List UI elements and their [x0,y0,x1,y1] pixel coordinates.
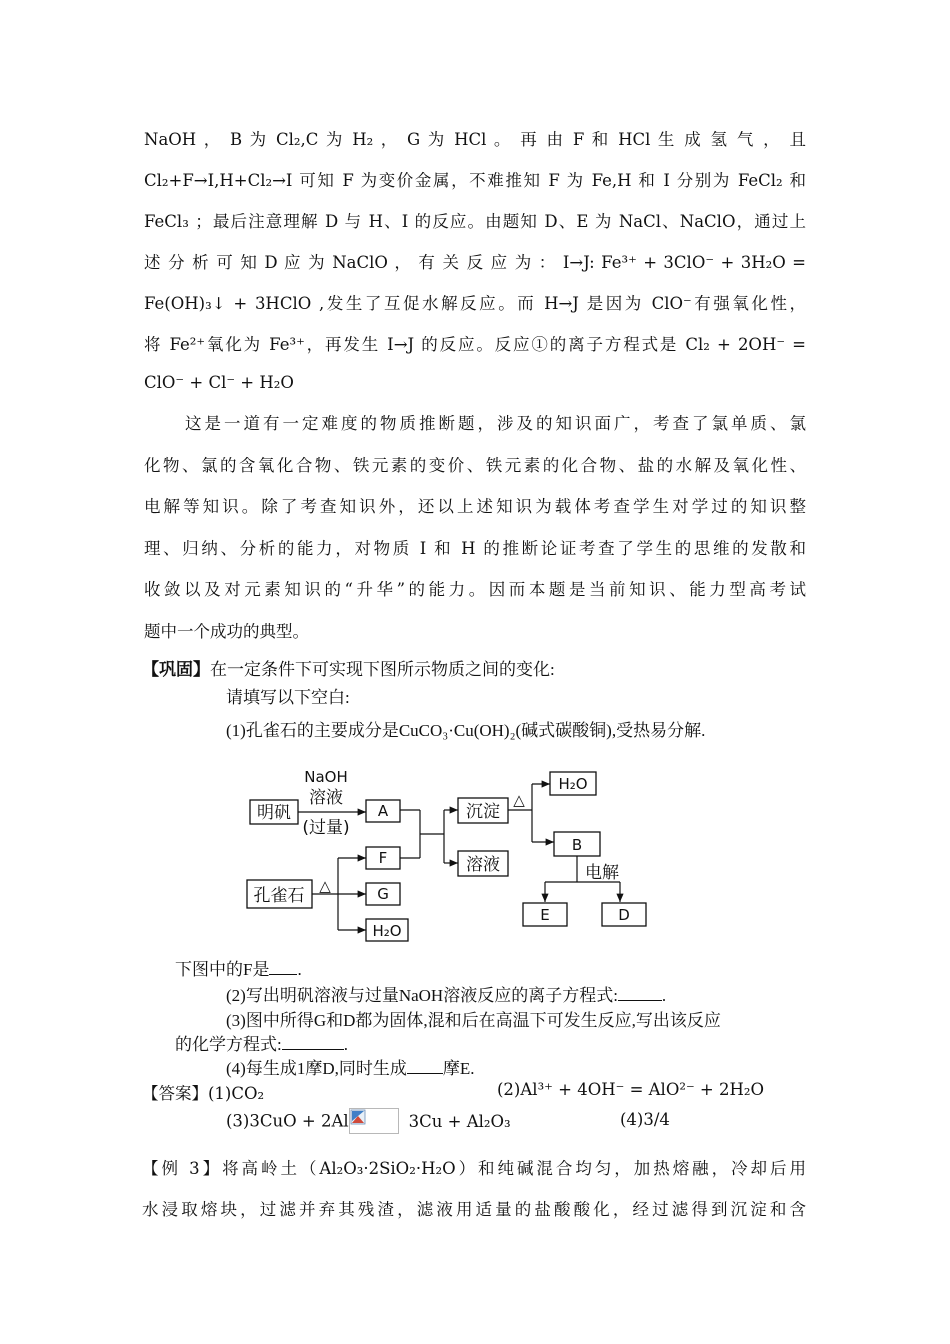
text-line: FeCl₃ ；最后注意理解 D 与 H、I 的反应。由题知 D、E 为 NaCl、NaClO，通过上 [144,212,806,231]
text-line: 化物、氯的含氧化合物、铁元素的变价、铁元素的化合物、盐的水解及氧化性、 [144,456,806,475]
broken-image-icon [349,1108,399,1132]
label-b: B [571,836,583,854]
text-line: 将 Fe²⁺氧化为 Fe³⁺，再发生 I→J 的反应。反应①的离子方程式是 Cl₂ + 2OH⁻ = [144,335,806,354]
text-line: 收敛以及对元素知识的“升华”的能力。因而本题是当前知识、能力型高考试 [144,580,806,599]
answer-2: (2)Al³⁺ + 4OH⁻ = AlO²⁻ + 2H₂O [497,1080,765,1099]
label-h2o-bottom: H₂O [372,922,402,940]
answer-line-1 [142,1080,264,1104]
label-mingfan: 明矾 [257,803,291,823]
example3-line: 【例 3】将高岭土（Al₂O₃·2SiO₂·H₂O）和纯碱混合均匀，加热熔融，冷却后用 [142,1159,806,1178]
question-3-line2 [175,1030,348,1055]
text-line: 请填写以下空白: [226,688,350,707]
label-chendian: 沉淀 [466,802,500,822]
text-line: Fe(OH)₃↓ + 3HClO ,发生了互促水解反应。而 H→J 是因为 ClO⁻有强氧化性， [144,294,806,313]
question-4-text: (4)每生成1摩D,同时生成 [226,1059,407,1078]
answer-4: (4)3/4 [620,1110,670,1129]
label-rongye-reagent: 溶液 [309,788,343,808]
gonggu-heading [142,655,555,680]
text-line: NaOH ， B 为 Cl₂,C 为 H₂ ， G 为 HCl 。 再 由 F 和 HCl 生 成 氢 气 ， 且 [144,130,806,149]
answer-tag: 【答案】 [142,1084,208,1103]
answer-3 [226,1110,511,1134]
label-rongye-box: 溶液 [466,855,500,875]
text-line: 理、归纳、分析的能力，对物质 I 和 H 的推断论证考查了学生的思维的发散和 [144,539,806,558]
question-2-text: (2)写出明矾溶液与过量NaOH溶液反应的离子方程式: [226,986,618,1005]
label-e: E [540,906,550,924]
answer-blank [269,960,297,975]
question-f-text: 下图中的F是 [175,960,270,979]
label-g: G [377,885,389,903]
text-line: (1)孔雀石的主要成分是CuCO₃·Cu(OH)₂(碱式碳酸铜),受热易分解. [226,721,706,740]
text-line: 述 分 析 可 知 D 应 为 NaClO ， 有 关 反 应 为 ： I→J: Fe³⁺ + 3ClO⁻ + 3H₂O = [144,253,806,272]
text-line: 题中一个成功的典型。 [144,622,309,641]
label-h2o-top: H₂O [558,775,588,793]
question-4-end: 摩E. [442,1059,475,1078]
question-2-end: . [661,986,667,1005]
delta-symbol: △ [513,791,525,809]
answer-blank [618,986,662,1001]
gonggu-tag: 【巩固】 [142,660,210,679]
gonggu-intro: 在一定条件下可实现下图所示物质之间的变化: [210,660,555,679]
answer-blank [282,1035,344,1050]
label-kongqueshi: 孔雀石 [253,886,305,906]
question-2 [226,981,666,1006]
label-naoh: NaOH [304,768,348,786]
text-line: 这是一道有一定难度的物质推断题，涉及的知识面广，考查了氯单质、氯 [185,414,806,433]
text-line: Cl₂+F→I,H+Cl₂→I 可知 F 为变价金属，不难推知 F 为 Fe,H 和 I 分别为 FeCl₂ 和 [144,171,806,190]
question-3-end: . [343,1035,348,1054]
question-3-text: 的化学方程式: [175,1035,282,1054]
question-f [175,955,302,980]
text-line: ClO⁻ + Cl⁻ + H₂O [144,373,294,392]
label-f: F [378,849,388,867]
label-dianjie: 电解 [585,863,619,883]
answer-3-left: (3)3CuO + 2Al [226,1111,349,1131]
answer-blank [407,1059,443,1074]
answer-1: (1)CO₂ [208,1084,265,1103]
text-line: 电解等知识。除了考查知识外，还以上述知识为载体考查学生对学过的知识整 [144,497,806,516]
label-d: D [618,906,630,924]
answer-3-right: 3Cu + Al₂O₃ [408,1111,511,1131]
label-guoliang: (过量) [302,818,350,838]
delta-symbol: △ [319,877,331,895]
question-f-end: . [297,960,302,979]
example3-line: 水浸取熔块，过滤并弃其残渣，滤液用适量的盐酸酸化，经过滤得到沉淀和含 [142,1200,806,1219]
label-a: A [377,802,389,820]
question-3-line1: (3)图中所得G和D都为固体,混和后在高温下可发生反应,写出该反应 [226,1011,721,1030]
reaction-flow-diagram [230,760,670,950]
question-4 [226,1054,475,1079]
